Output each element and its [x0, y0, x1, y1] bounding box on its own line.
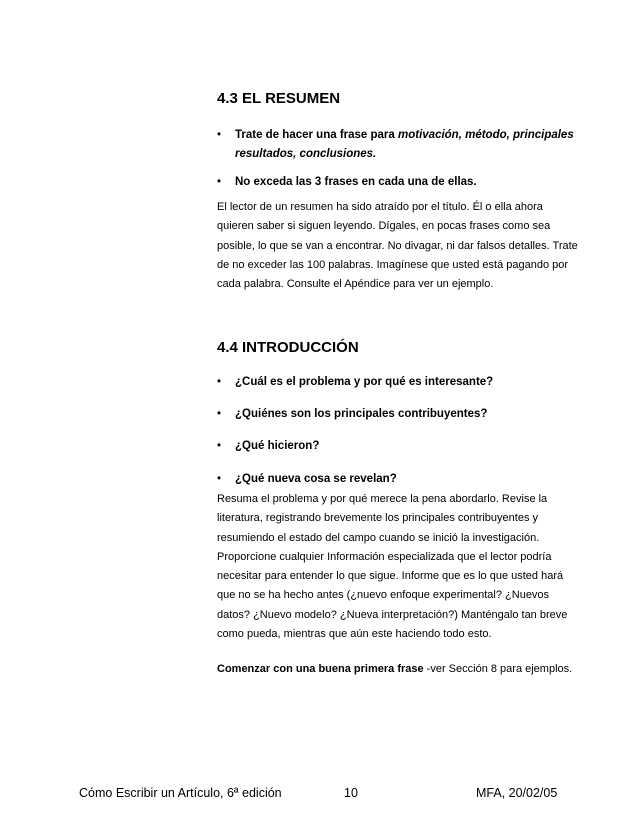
- closing-bold-text: Comenzar con una buena primera frase: [217, 663, 424, 675]
- bullet-emphasis-text: motivación, método, principales resultados, conclusiones.: [235, 129, 574, 160]
- bullet-marker: •: [217, 376, 222, 388]
- footer-author-date: MFA, 20/02/05: [476, 786, 558, 800]
- bullet-text: ¿Qué nueva cosa se revelan?: [235, 473, 397, 485]
- bullet-text: ¿Quiénes son los principales contribuyentes?: [235, 408, 488, 420]
- bullet-marker: •: [217, 129, 222, 141]
- bullet-text: No exceda las 3 frases en cada una de ellas.: [235, 176, 477, 188]
- closing-rest-text: -ver Sección 8 para ejemplos.: [423, 663, 573, 675]
- bullet-marker: •: [217, 473, 222, 485]
- bullet-item: [217, 126, 587, 164]
- bullet-marker: •: [217, 176, 222, 188]
- footer-title: Cómo Escribir un Artículo, 6ª edición: [79, 786, 282, 800]
- introduccion-paragraph: Resuma el problema y por qué merece la pena abordarlo. Revise la literatura, registrando brevemente los principales contribuyentes y resumiendo el estado del campo cuando se inició la investigación. Proporcione cualquier Información especializada que el lector podría necesitar para entender lo que sigue. Informe que es lo que usted hará que no se ha hecho antes (¿nuevo enfoque experimental? ¿Nuevos datos? ¿Nuevo modelo? ¿Nueva interpretación?) Manténgalo tan breve como pueda, mientras que aún este haciendo todo esto.: [217, 493, 568, 641]
- bullet-marker: •: [217, 440, 222, 452]
- bullet-text: ¿Qué hicieron?: [235, 440, 320, 452]
- section-heading-resumen: 4.3 EL RESUMEN: [217, 90, 341, 107]
- bullet-lead-text: Trate de hacer una frase para: [235, 129, 398, 141]
- bullet-item: [217, 173, 587, 192]
- resumen-paragraph: El lector de un resumen ha sido atraído por el título. Él o ella ahora quieren saber si siguen leyendo. Dígales, en pocas frases como sea posible, lo que se van a encontrar. No divagar, ni dar falsos detalles. Trate de no exceder las 100 palabras. Imagínese que usted está pagando por cada palabra. Consulte el Apéndice para ver un ejemplo.: [217, 201, 578, 291]
- bullet-item: [217, 373, 587, 392]
- bullet-item: [217, 405, 587, 424]
- footer-page-number: 10: [344, 786, 358, 800]
- bullet-text: [235, 126, 587, 164]
- bullet-item: [217, 437, 587, 456]
- bullet-marker: •: [217, 408, 222, 420]
- section-heading-introduccion: 4.4 INTRODUCCIÓN: [217, 339, 359, 356]
- bullet-item: [217, 470, 587, 489]
- bullet-text: ¿Cuál es el problema y por qué es interesante?: [235, 376, 494, 388]
- closing-sentence: [217, 660, 597, 679]
